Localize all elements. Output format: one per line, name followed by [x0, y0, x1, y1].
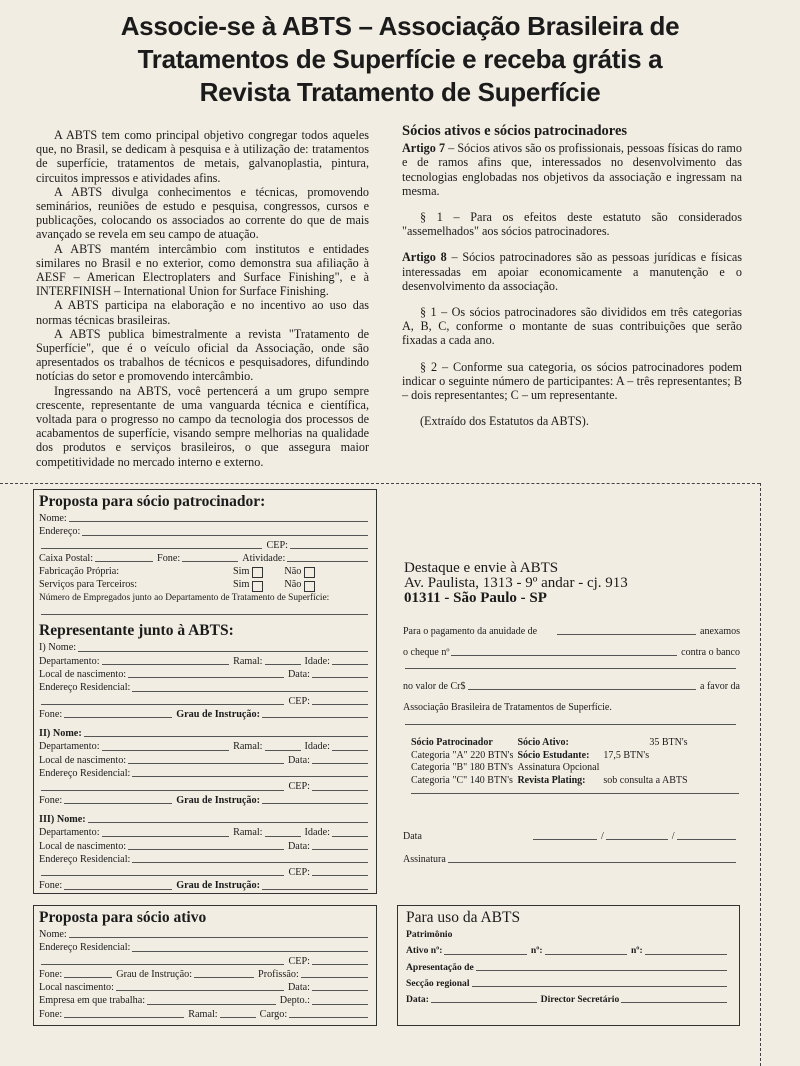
active-number-field[interactable] [444, 954, 526, 955]
rep-3-address-field[interactable] [132, 862, 368, 863]
sponsor-cep-field[interactable] [290, 548, 368, 549]
sponsor-po-box-field[interactable] [95, 561, 153, 562]
date-month-field[interactable] [606, 839, 668, 840]
rep-2-education-field[interactable] [262, 803, 368, 804]
rep-3-cep-field[interactable] [312, 875, 368, 876]
rep-1-age-field[interactable] [332, 664, 368, 665]
rep-1-address-field-2[interactable] [41, 704, 284, 705]
rep-3-date-field[interactable] [312, 849, 368, 850]
active-name-field[interactable] [69, 937, 368, 938]
number-field-2[interactable] [545, 954, 627, 955]
cut-line [760, 483, 761, 1066]
sponsor-form-title: Proposta para sócio patrocinador: [39, 493, 266, 510]
active-address-field[interactable] [132, 951, 368, 952]
active-member-form-title: Proposta para sócio ativo [39, 909, 207, 926]
active-phone-field[interactable] [64, 977, 112, 978]
rep-3-education-field[interactable] [262, 889, 368, 890]
rep-2-cep-field[interactable] [312, 790, 368, 791]
number-field-3[interactable] [645, 954, 727, 955]
representative-block-2: II) Nome: Departamento: Ramal: Idade: Local de nascimento: Data: Endereço Residencial: CEP: Fone: Grau de Instrução: [39, 727, 372, 807]
representative-block-1: I) Nome: Departamento: Ramal: Idade: Local de nascimento: Data: Endereço Residencial: CEP: Fone: Grau de Instrução: [39, 641, 372, 721]
intro-paragraph: A ABTS tem como principal objetivo congregar todos aqueles que, no Brasil, se dedicam à pesquisa e à utilização de: tratamentos de superfície, tratamentos de metais, galvanoplastia, pintura, circuitos impressos e atividades afins. [36, 128, 369, 185]
signature-field[interactable] [448, 862, 736, 863]
cut-line [0, 483, 760, 484]
rep-1-department-field[interactable] [102, 664, 230, 665]
article-8-paragraph-2: § 2 – Conforme sua categoria, os sócios patrocinadores podem indicar o seguinte número de participantes: A – três representantes; B – dois representantes; C – um representante. [402, 359, 742, 403]
statute-column [402, 124, 742, 440]
active-department-field[interactable] [312, 1004, 368, 1005]
active-education-field[interactable] [194, 977, 254, 978]
rep-3-address-field-2[interactable] [41, 875, 284, 876]
rep-1-cep-field[interactable] [312, 704, 368, 705]
intro-paragraph: A ABTS mantém intercâmbio com institutos e entidades similares no Brasil e no exterior, como demonstra sua afiliação à AESF – American Electroplaters and Surface Finishing", e à INTERFINISH – International Union for Surface Finishing. [36, 241, 369, 299]
rep-1-phone-field[interactable] [64, 717, 172, 718]
article-8: Artigo 8 – Sócios patrocinadores são as pessoas jurídicas e físicas interessadas em apoiar economicamente a manutenção e o desenvolvimento da associação. [402, 250, 743, 293]
signature-section: Data / / Assinatura [403, 831, 740, 875]
cheque-number-field[interactable] [451, 655, 677, 656]
abts-use-box: Para uso da ABTS Patrimônio Ativo nº: nº: nº: Apresentação de Secção regional Data: Director Secretário [397, 905, 740, 1026]
sponsor-activity-field[interactable] [287, 561, 368, 562]
representative-form-title: Representante junto à ABTS: [39, 622, 234, 640]
rep-3-birthplace-field[interactable] [128, 849, 284, 850]
active-company-field[interactable] [147, 1004, 276, 1005]
own-manufacturing-no-checkbox[interactable] [304, 567, 315, 578]
date-day-field[interactable] [533, 839, 597, 840]
active-date-field[interactable] [312, 990, 368, 991]
sponsor-phone-field[interactable] [182, 561, 238, 562]
rep-3-name-field[interactable] [88, 822, 368, 823]
payment-year-field[interactable] [557, 634, 696, 635]
date-year-field[interactable] [677, 839, 736, 840]
rep-2-phone-field[interactable] [64, 803, 172, 804]
payment-amount-field[interactable] [468, 689, 697, 690]
rep-2-address-field-2[interactable] [41, 790, 284, 791]
rep-1-extension-field[interactable] [265, 664, 301, 665]
representative-block-3: III) Nome: Departamento: Ramal: Idade: Local de nascimento: Data: Endereço Residencial: CEP: Fone: Grau de Instrução: [39, 813, 372, 893]
sponsor-address-field-2[interactable] [41, 548, 262, 549]
rep-3-extension-field[interactable] [265, 836, 301, 837]
article-7: Artigo 7 – Sócios ativos são os profissionais, pessoas físicas do ramo e de ramos afins que, interessados no desenvolvimento das tecnologias englobadas nos objetivos da associação e ingressam na mesma. [402, 141, 742, 198]
rep-2-department-field[interactable] [102, 750, 230, 751]
intro-paragraph: Ingressando na ABTS, você pertencerá a um grupo sempre crescente, representante de uma vanguarda técnica e científica, voltada para o progresso no campo da tecnologia dos processos de acabamentos de superfície, visando sempre melhorias na qualidade dos produtos e serviços brasileiros, o que assegura maior competitividade no mercado interno e externo. [36, 383, 369, 469]
rep-1-date-field[interactable] [312, 677, 368, 678]
rep-2-date-field[interactable] [312, 763, 368, 764]
statute-source: (Extraído dos Estatutos da ABTS). [420, 414, 589, 429]
payment-extra-line[interactable] [405, 724, 736, 725]
payment-section: Para o pagamento da anuidade de anexamos o cheque nº contra o banco no valor de Cr$ a favor da Associação Brasileira de Tratamentos de Superfície. [403, 626, 740, 737]
intro-column [36, 128, 369, 469]
third-party-services-yes-checkbox[interactable] [252, 581, 263, 592]
price-table-underline [411, 793, 739, 794]
regional-section-field[interactable] [472, 986, 727, 987]
sponsor-form: Proposta para sócio patrocinador: Nome: Endereço: CEP: Caixa Postal: Fone: Atividade: Fabricação Própria: Sim Não Serviços para Terceiros: Sim Não Número de Empregados junto ao Departamento de Tratamento de Superfície: Representante junto à ABTS: I) Nome: Departamento: Ramal: Idade: Local de nascimento: Data: Endereço Residencial: CEP: Fone: Grau de Instrução: II) Nome: Departamento: Ramal: Idade: Local de nascimento: Data: Endereço Residencial: CEP: Fone: Grau de Instrução: III) Nome: Departamento: Ramal: Idade: Local de nascimento: Data: Endereço Residencial: CEP: Fone: Grau de Instrução: [33, 489, 377, 894]
rep-1-education-field[interactable] [262, 717, 368, 718]
rep-2-name-field[interactable] [84, 736, 368, 737]
presentation-field[interactable] [476, 970, 727, 971]
abts-date-field[interactable] [431, 1002, 537, 1003]
third-party-services-no-checkbox[interactable] [304, 581, 315, 592]
rep-3-department-field[interactable] [102, 836, 230, 837]
active-phone-field-2[interactable] [64, 1017, 184, 1018]
bank-name-field[interactable] [405, 668, 736, 669]
rep-1-name-field[interactable] [78, 651, 368, 652]
sponsor-address-field[interactable] [82, 535, 368, 536]
active-cep-field[interactable] [312, 964, 368, 965]
rep-2-birthplace-field[interactable] [128, 763, 284, 764]
mailing-address: Destaque e envie à ABTS Av. Paulista, 1313 - 9º andar - cj. 913 01311 - São Paulo - SP [404, 560, 628, 606]
intro-paragraph: A ABTS participa na elaboração e no incentivo ao uso das normas técnicas brasileiras. [36, 298, 369, 327]
employee-count-field[interactable] [41, 614, 368, 615]
rep-3-phone-field[interactable] [64, 889, 172, 890]
active-extension-field[interactable] [220, 1017, 256, 1018]
sponsor-name-field[interactable] [69, 521, 368, 522]
page-title: Associe-se à ABTS – Associação Brasileira de Tratamentos de Superfície e receba grátis a Revista Tratamento de Superfície [120, 11, 680, 107]
rep-2-age-field[interactable] [332, 750, 368, 751]
article-8-paragraph-1: § 1 – Os sócios patrocinadores são divididos em três categorias A, B, C, conforme o montante de suas contribuições que serão fixadas a cada ano. [402, 305, 742, 348]
active-member-form: Proposta para sócio ativo Nome: Endereço Residencial: CEP: Fone: Grau de Instrução: Profissão: Local nascimento: Data: Empresa em que trabalha: Depto.: Fone: Ramal: Cargo: [33, 905, 377, 1026]
rep-1-address-field[interactable] [132, 691, 368, 692]
active-profession-field[interactable] [301, 977, 368, 978]
article-7-paragraph: § 1 – Para os efeitos deste estatuto são considerados "assemelhados" aos sócios patrocinadores. [402, 210, 742, 239]
rep-3-age-field[interactable] [332, 836, 368, 837]
secretary-signature-field[interactable] [621, 1002, 727, 1003]
abts-use-title: Para uso da ABTS [406, 909, 521, 926]
price-table: Sócio Patrocinador Sócio Ativo: 35 BTN's Categoria "A" 220 BTN's Sócio Estudante: 17,5 BTN's Categoria "B" 180 BTN's Assinatura Opcional Categoria "C" 140 BTN's Revista Plating: sob consulta a ABTS [411, 737, 688, 786]
statute-heading: Sócios ativos e sócios patrocinadores [402, 123, 628, 139]
intro-paragraph: A ABTS publica bimestralmente a revista "Tratamento de Superfície", que é o veículo oficial da Associação, onde são apresentados os trabalhos de técnicos e pesquisadores, difundindo notícias do setor e promovendo intercâmbio. [36, 326, 369, 384]
active-address-field-2[interactable] [41, 964, 284, 965]
intro-paragraph: A ABTS divulga conhecimentos e técnicas, promovendo seminários, reuniões de estudo e pesquisa, congressos, cursos e publicações, colocando os associados ao corrente do que de mais avançado se revela em seu campo de atuação. [36, 184, 369, 242]
own-manufacturing-yes-checkbox[interactable] [252, 567, 263, 578]
active-birthplace-field[interactable] [116, 990, 284, 991]
active-position-field[interactable] [289, 1017, 368, 1018]
rep-1-birthplace-field[interactable] [128, 677, 284, 678]
rep-2-extension-field[interactable] [265, 750, 301, 751]
rep-2-address-field[interactable] [132, 776, 368, 777]
